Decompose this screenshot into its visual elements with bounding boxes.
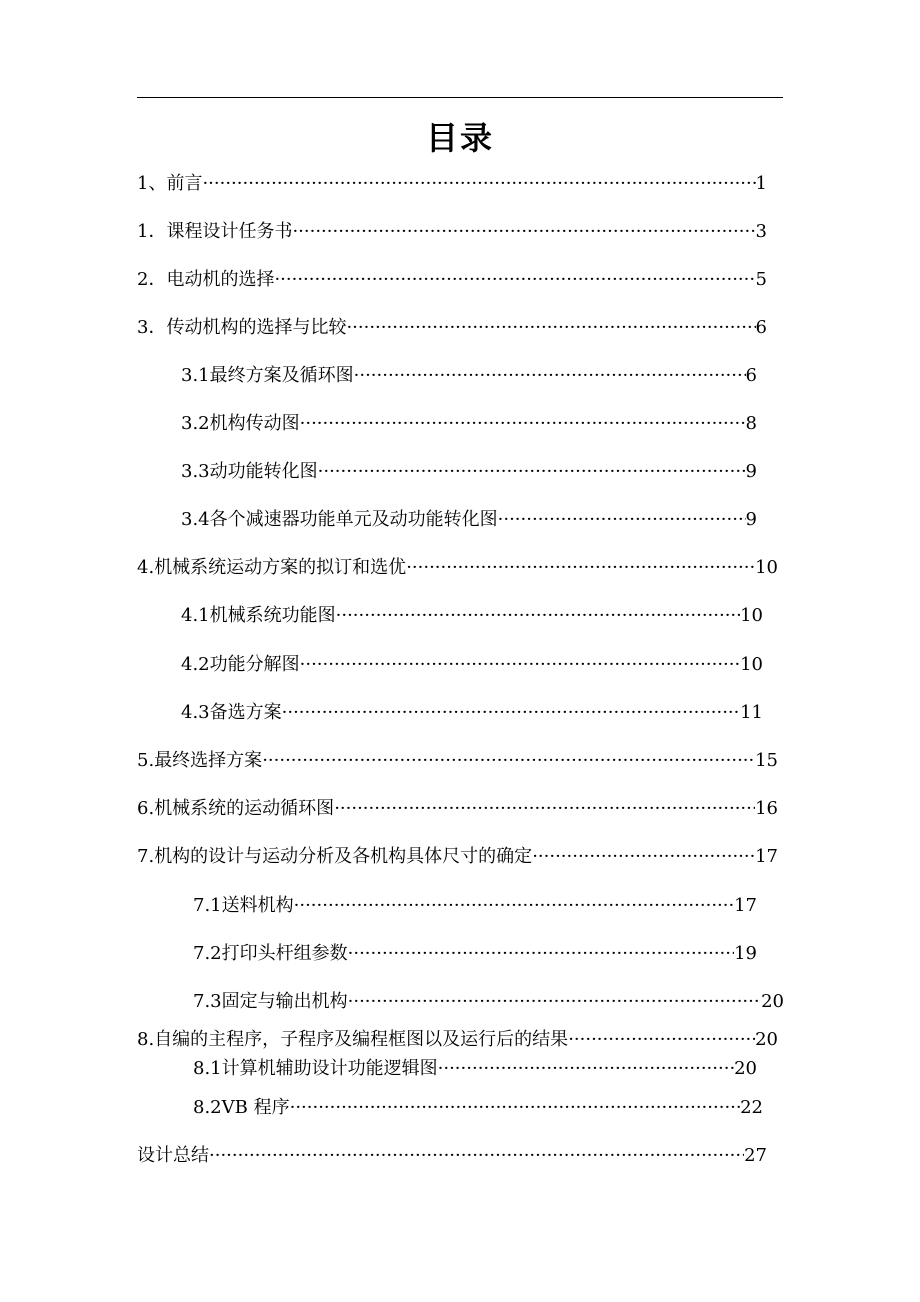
toc-entry-page: 16	[755, 798, 778, 819]
toc-entry-page: 22	[740, 1097, 763, 1118]
toc-entry[interactable]	[193, 1057, 757, 1081]
toc-entry-page: 3	[755, 221, 767, 242]
toc-entry[interactable]	[137, 845, 778, 869]
toc-entry[interactable]	[137, 268, 767, 292]
toc-entry-number: 2．	[137, 269, 167, 290]
toc-entry[interactable]	[137, 749, 778, 773]
toc-entry-title: 动功能转化图	[209, 461, 318, 482]
toc-entry-title: 机械系统的运动循环图	[154, 798, 335, 819]
toc-entry-title: 机械系统运动方案的拟订和选优	[154, 557, 407, 578]
toc-entry[interactable]	[181, 364, 757, 388]
toc-entry[interactable]	[193, 942, 757, 966]
toc-entry-title: 前言	[166, 173, 203, 194]
toc-leader-dots	[348, 942, 734, 966]
toc-entry-page: 17	[734, 895, 757, 916]
toc-entry[interactable]	[181, 412, 757, 436]
toc-entry[interactable]	[137, 1144, 767, 1168]
toc-leader-dots	[209, 1144, 744, 1168]
toc-entry[interactable]	[181, 653, 763, 677]
toc-entry[interactable]	[193, 990, 784, 1014]
toc-entry-number: 5.	[137, 750, 155, 771]
toc-leader-dots	[334, 797, 755, 821]
toc-entry-page: 9	[745, 461, 757, 482]
toc-entry-title: 固定与输出机构	[221, 991, 348, 1012]
toc-leader-dots	[274, 268, 755, 292]
toc-entry[interactable]	[137, 316, 767, 340]
toc-leader-dots	[294, 894, 734, 918]
toc-entry-title: 设计总结	[137, 1145, 209, 1166]
toc-entry-title: 机构传动图	[209, 413, 300, 434]
toc-entry-page: 5	[755, 269, 767, 290]
toc-entry-title: VB 程序	[221, 1097, 290, 1118]
toc-entry[interactable]	[137, 172, 767, 196]
toc-entry-page: 8	[745, 413, 757, 434]
toc-entry-number: 4.1	[181, 605, 210, 626]
toc-leader-dots	[300, 653, 740, 677]
toc-entry-number: 7.1	[193, 895, 222, 916]
toc-entry[interactable]	[137, 220, 767, 244]
toc-entry-number: 3.1	[181, 365, 210, 386]
toc-entry-title: 打印头杆组参数	[221, 943, 348, 964]
toc-entry[interactable]	[137, 797, 778, 821]
toc-entry-title: 各个减速器功能单元及动功能转化图	[209, 509, 498, 530]
toc-entry-page: 15	[755, 750, 778, 771]
toc-entry[interactable]	[137, 1028, 778, 1052]
toc-leader-dots	[532, 845, 755, 869]
toc-entry-page: 10	[740, 654, 763, 675]
toc-entry-number: 6.	[137, 798, 155, 819]
toc-entry-title: 送料机构	[221, 895, 294, 916]
toc-entry-page: 10	[740, 605, 763, 626]
toc-entry-number: 4.	[137, 557, 155, 578]
toc-leader-dots	[354, 364, 746, 388]
toc-entry-title: 自编的主程序，子程序及编程框图以及运行后的结果	[154, 1029, 569, 1050]
toc-entry-page: 10	[755, 557, 778, 578]
toc-entry-title: 机构的设计与运动分析及各机构具体尺寸的确定	[154, 846, 533, 867]
toc-entry-title: 计算机辅助设计功能逻辑图	[221, 1058, 438, 1079]
toc-entry-title: 最终选择方案	[154, 750, 263, 771]
toc-entry-number: 7.3	[193, 991, 222, 1012]
toc-leader-dots	[262, 749, 755, 773]
toc-leader-dots	[406, 556, 755, 580]
toc-leader-dots	[282, 701, 740, 725]
toc-entry-page: 11	[740, 702, 763, 723]
toc-entry[interactable]	[137, 556, 778, 580]
toc-entry-title: 机械系统功能图	[209, 605, 336, 626]
toc-entry[interactable]	[193, 1096, 763, 1120]
toc-entry-page: 27	[744, 1145, 767, 1166]
toc-leader-dots	[202, 172, 755, 196]
toc-entry-title: 最终方案及循环图	[209, 365, 354, 386]
toc-entry-number: 1．	[137, 221, 167, 242]
toc-entry-page: 19	[734, 943, 757, 964]
toc-entry-page: 20	[734, 1058, 757, 1079]
toc-leader-dots	[568, 1028, 755, 1052]
toc-entry[interactable]	[181, 460, 757, 484]
toc-leader-dots	[348, 990, 761, 1014]
toc-entry-number: 8.	[137, 1029, 155, 1050]
toc-leader-dots	[300, 412, 746, 436]
toc-entry-page: 20	[761, 991, 784, 1012]
toc-entry-number: 4.3	[181, 702, 210, 723]
toc-leader-dots	[498, 508, 746, 532]
toc-entry-number: 8.1	[193, 1058, 222, 1079]
toc-entry[interactable]	[181, 604, 763, 628]
toc-leader-dots	[292, 220, 755, 244]
toc-entry-page: 17	[755, 846, 778, 867]
toc-entry-page: 6	[755, 317, 767, 338]
header-rule	[137, 97, 783, 98]
toc-entry-number: 1、	[137, 173, 167, 194]
toc-entry-page: 1	[755, 173, 767, 194]
toc-entry-title: 备选方案	[209, 702, 282, 723]
toc-entry-number: 3.4	[181, 509, 210, 530]
toc-entry-number: 3.2	[181, 413, 210, 434]
toc-leader-dots	[290, 1096, 741, 1120]
toc-entry-title: 电动机的选择	[166, 269, 275, 290]
toc-entry[interactable]	[181, 508, 757, 532]
toc-entry-number: 7.	[137, 846, 155, 867]
toc-entry-title: 功能分解图	[209, 654, 300, 675]
toc-entry[interactable]	[181, 701, 763, 725]
toc-leader-dots	[336, 604, 740, 628]
toc-entry-title: 传动机构的选择与比较	[166, 317, 347, 338]
toc-entry-page: 20	[755, 1029, 778, 1050]
toc-leader-dots	[318, 460, 746, 484]
toc-title: 目录	[425, 119, 494, 157]
toc-leader-dots	[438, 1057, 734, 1081]
toc-leader-dots	[346, 316, 755, 340]
toc-entry-title: 课程设计任务书	[166, 221, 293, 242]
toc-entry-number: 3.3	[181, 461, 210, 482]
toc-entry-number: 7.2	[193, 943, 222, 964]
toc-entry-page: 6	[745, 365, 757, 386]
toc-entry[interactable]	[193, 894, 757, 918]
toc-entry-number: 4.2	[181, 654, 210, 675]
toc-entry-number: 3．	[137, 317, 167, 338]
toc-entry-number: 8.2	[193, 1097, 222, 1118]
toc-entry-page: 9	[745, 509, 757, 530]
